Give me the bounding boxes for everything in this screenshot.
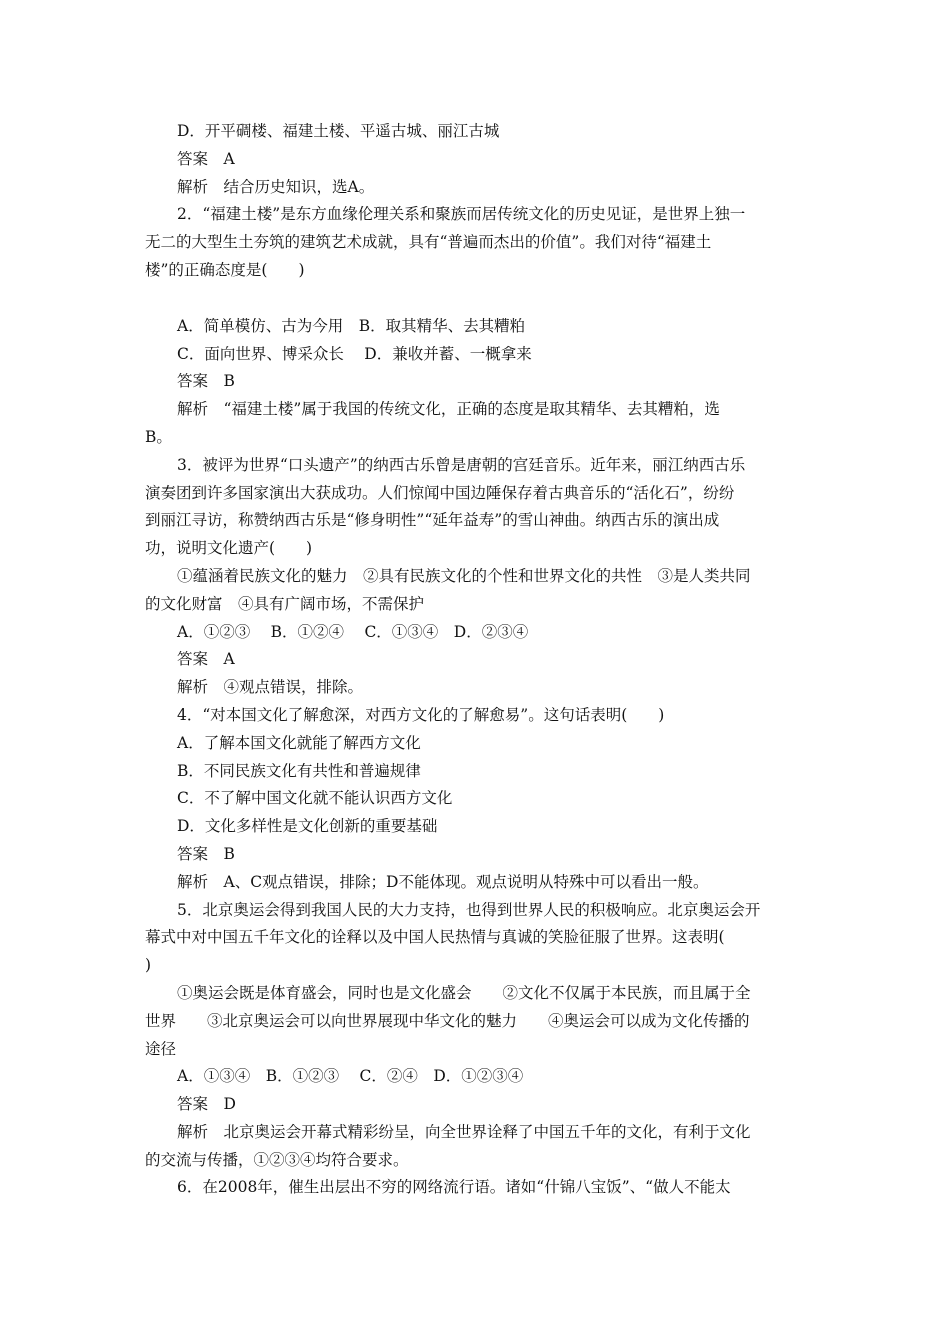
text-line: 解析 结合历史知识，选A。: [177, 177, 375, 196]
text-line: A．①②③ B．①②④ C．①③④ D．②③④: [177, 622, 529, 641]
text-line: 答案 B: [177, 372, 235, 391]
text-line: A．简单模仿、古为今用 B．取其精华、去其糟粕: [177, 316, 526, 335]
text-line: 解析 ④观点错误，排除。: [177, 678, 364, 697]
text-line: 的交流与传播，①②③④均符合要求。: [145, 1150, 409, 1169]
text-line: D．文化多样性是文化创新的重要基础: [177, 817, 438, 836]
document-page: [145, 118, 810, 1202]
text-line: ): [145, 956, 152, 975]
text-line: 解析 北京奥运会开幕式精彩纷呈，向全世界诠释了中国五千年的文化，有利于文化: [177, 1122, 751, 1141]
text-line: 幕式中对中国五千年文化的诠释以及中国人民热情与真诚的笑脸征服了世界。这表明(: [145, 928, 725, 947]
text-line: 的文化财富 ④具有广阔市场，不需保护: [145, 594, 425, 613]
text-line: B．不同民族文化有共性和普遍规律: [177, 761, 421, 780]
text-line: 2．“福建土楼”是东方血缘伦理关系和聚族而居传统文化的历史见证，是世界上独一: [177, 205, 746, 224]
text-line: 到丽江寻访，称赞纳西古乐是“修身明性”“延年益寿”的雪山神曲。纳西古乐的演出成: [145, 511, 720, 530]
text-line: 无二的大型生土夯筑的建筑艺术成就，具有“普遍而杰出的价值”。我们对待“福建土: [145, 233, 712, 252]
text-line: ①蕴涵着民族文化的魅力 ②具有民族文化的个性和世界文化的共性 ③是人类共同: [177, 566, 751, 585]
text-line: 6．在2008年，催生出层出不穷的网络流行语。诸如“什锦八宝饭”、“做人不能太: [177, 1178, 731, 1197]
text-line: 楼”的正确态度是( ): [145, 260, 305, 279]
text-line: 答案 D: [177, 1095, 236, 1114]
text-line: 5．北京奥运会得到我国人民的大力支持，也得到世界人民的积极响应。北京奥运会开: [177, 900, 761, 919]
text-line: D．开平碉楼、福建土楼、平遥古城、丽江古城: [177, 122, 500, 140]
text-line: C．面向世界、博采众长 D．兼收并蓄、一概拿来: [177, 344, 532, 363]
blank-line: [145, 285, 810, 313]
text-line: 答案 A: [177, 650, 235, 669]
text-line: ①奥运会既是体育盛会，同时也是文化盛会 ②文化不仅属于本民族，而且属于全: [177, 983, 751, 1002]
text-line: 解析 A、C观点错误，排除；D不能体现。观点说明从特殊中可以看出一般。: [177, 872, 709, 891]
text-line: 答案 A: [177, 149, 235, 168]
text-line: 演奏团到许多国家演出大获成功。人们惊闻中国边陲保存着古典音乐的“活化石”，纷纷: [145, 483, 735, 502]
text-line: 答案 B: [177, 844, 235, 863]
text-line: C．不了解中国文化就不能认识西方文化: [177, 789, 453, 808]
text-line: 途径: [145, 1039, 177, 1058]
text-line: A．了解本国文化就能了解西方文化: [177, 733, 421, 752]
text-line: B。: [145, 427, 172, 446]
text-line: 3．被评为世界“口头遗产”的纳西古乐曾是唐朝的宫廷音乐。近年来，丽江纳西古乐: [177, 455, 746, 474]
text-line: 4．“对本国文化了解愈深，对西方文化的了解愈易”。这句话表明( ): [177, 705, 665, 724]
text-line: 功，说明文化遗产( ): [145, 539, 313, 558]
text-line: A．①③④ B．①②③ C．②④ D．①②③④: [177, 1067, 524, 1086]
text-line: 解析 “福建土楼”属于我国的传统文化，正确的态度是取其精华、去其糟粕，选: [177, 400, 720, 419]
text-line: 世界 ③北京奥运会可以向世界展现中华文化的魅力 ④奥运会可以成为文化传播的: [145, 1011, 750, 1030]
